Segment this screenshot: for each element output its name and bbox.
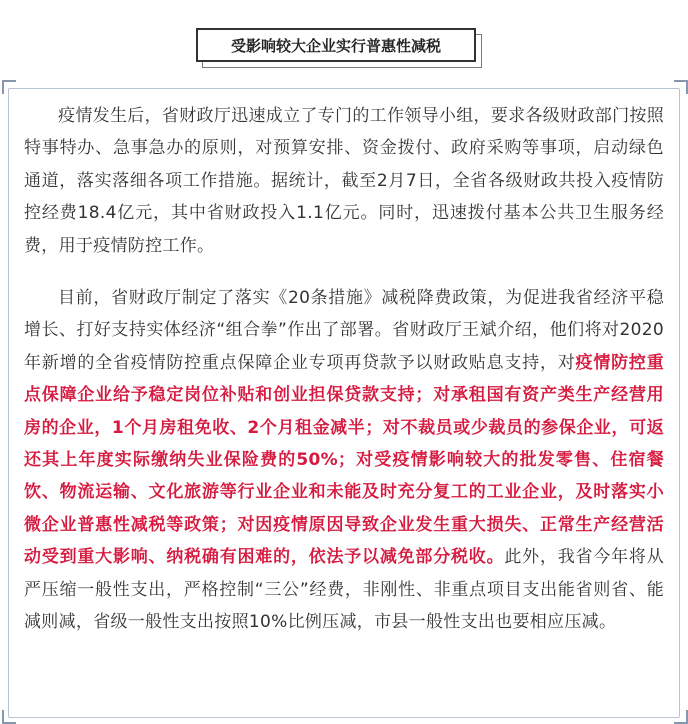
panel-corner-top-right [674, 80, 688, 94]
panel-corner-bottom-left [2, 710, 16, 724]
title-banner [196, 28, 478, 64]
paragraph-funding [24, 100, 664, 262]
highlighted-policy-text: 疫情防控重点保障企业给予稳定岗位补贴和创业担保贷款支持；对承租国有资产类生产经营用房的企业，1个月房租免收、2个月租金减半；对不裁员或少裁员的参保企业，可返还其上年度实际缴纳失业保险费的50%；对受疫情影响较大的批发零售、住宿餐饮、物流运输、文化旅游等行业企业和未能及时充分复工的工业企业，及时落实小微企业普惠性减税等政策；对因疫情原因导致企业发生重大损失、正常生产经营活动受到重大影响、纳税确有困难的，依法予以减免部分税收。 [24, 352, 664, 568]
paragraph-text-tail: 此外，我省今年将从严压缩一般性支出，严格控制“三公”经费，非刚性、非重点项目支出能省则省、能减则减，省级一般性支出按照10%比例压减，市县一般性支出也要相应压减。 [24, 547, 664, 633]
article-title: 受影响较大企业实行普惠性减税 [196, 28, 476, 62]
panel-corner-bottom-right [674, 710, 688, 724]
paragraph-text: 疫情发生后，省财政厅迅速成立了专门的工作领导小组，要求各级财政部门按照特事特办、急事急办的原则，对预算安排、资金拨付、政府采购等事项，启动绿色通道，落实落细各项工作措施。据统计，截至2月7日，全省各级财政共投入疫情防控经费18.4亿元，其中省财政投入1.1亿元。同时，迅速拨付基本公共卫生服务经费，用于疫情防控工作。 [24, 106, 664, 256]
paragraph-policy [24, 282, 664, 638]
paragraph-text: 目前，省财政厅制定了落实《20条措施》减税降费政策，为促进我省经济平稳增长、打好支持实体经济“组合拳”作出了部署。省财政厅王斌介绍，他们将对2020年新增的全省疫情防控重点保障企业专项再贷款予以财政贴息支持，对 [24, 288, 664, 373]
panel-corner-top-left [2, 80, 16, 94]
article-body [24, 100, 664, 639]
